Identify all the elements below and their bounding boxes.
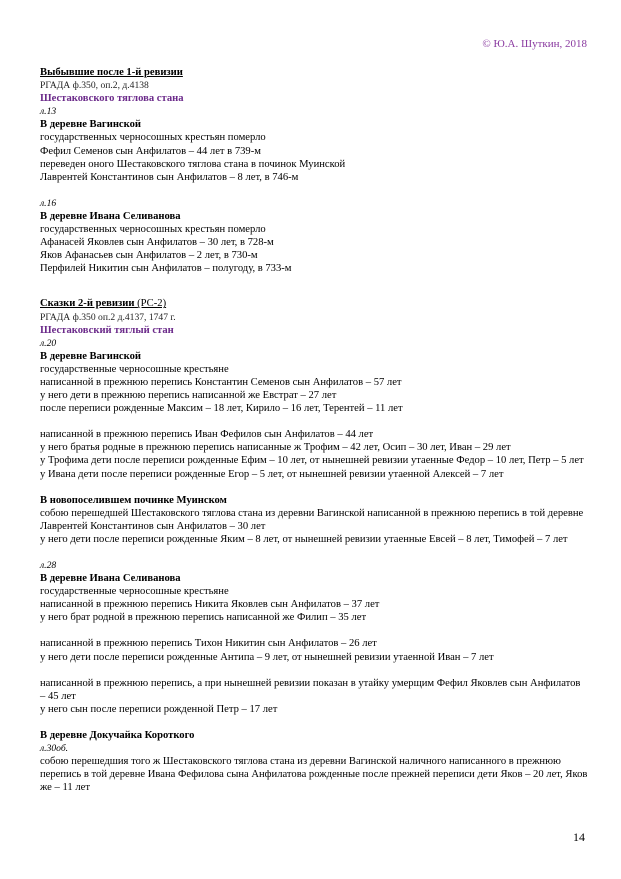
record-line: собою перешедшия того ж Шестаковского тяглова стана из деревни Вагинской наличного написанного в прежнюю перепись в той деревне Ивана Фефилова сына Анфилатова рожденные после прежней переписи дети Яков – 20 лет, Яков же – 11 лет xyxy=(40,756,588,794)
document-body xyxy=(40,66,588,794)
record-line: у Трофима дети после переписи рожденные Ефим – 10 лет, от нынешней ревизии утаенные Федор – 10 лет, Петр – 5 лет xyxy=(40,455,584,467)
record-line: у него дети после переписи рожденные Антипа – 9 лет, от нынешней ревизии утаенной Иван – 7 лет xyxy=(40,651,494,663)
record-line: Перфилей Никитин сын Анфилатов – полугоду, в 733-м xyxy=(40,263,292,275)
record-line: написанной в прежнюю перепись Иван Фефилов сын Анфилатов – 44 лет xyxy=(40,429,374,441)
record-line: у него дети после переписи рожденные Яким – 8 лет, от нынешней ревизии утаенные Евсей – 8 лет, Тимофей – 7 лет xyxy=(40,533,568,545)
page-number: 14 xyxy=(573,830,585,844)
record-line: написанной в прежнюю перепись Константин Семенов сын Анфилатов – 57 лет xyxy=(40,376,402,388)
record-line: переведен оного Шестаковского тяглова стана в починок Муинской xyxy=(40,158,346,170)
archive-reference: РГАДА ф.350 оп.2 д.4137, 1747 г. xyxy=(40,311,176,323)
record-line: собою перешедшей Шестаковского тяглова стана из деревни Вагинской написанной в прежнюю перепись в той деревне Лаврентей Константинов сын Анфилатов – 30 лет xyxy=(40,507,584,532)
section-heading-1: Выбывшие после 1-й ревизии xyxy=(40,67,183,78)
village-name: В новопоселившем починке Муинском xyxy=(40,494,227,506)
record-line: государственные черносошные крестьяне xyxy=(40,363,229,375)
folio-ref: л.30об. xyxy=(40,743,69,755)
record-line: государственных черносошных крестьян померло xyxy=(40,224,266,236)
record-line: у Ивана дети после переписи рожденные Егор – 5 лет, от нынешней ревизии утаенной Алексей – 7 лет xyxy=(40,468,504,480)
section-heading-suffix: (РС-2) xyxy=(137,298,167,310)
record-line: после переписи рожденные Максим – 18 лет, Кирило – 16 лет, Терентей – 11 лет xyxy=(40,403,403,415)
stan-title: Шестаковский тяглый стан xyxy=(40,324,174,336)
record-line: Лаврентей Константинов сын Анфилатов – 8 лет, в 746-м xyxy=(40,171,299,183)
record-line: у него брат родной в прежнюю перепись написанной же Филип – 35 лет xyxy=(40,612,367,624)
record-line: у него дети в прежнюю перепись написанной же Евстрат – 27 лет xyxy=(40,390,337,402)
folio-ref: л.16 xyxy=(40,197,57,209)
record-line: написанной в прежнюю перепись, а при нынешней ревизии показан в утайку умерщим Фефил Яковлев сын Анфилатов – 45 лет xyxy=(40,677,581,702)
record-line: Афанасей Яковлев сын Анфилатов – 30 лет, в 728-м xyxy=(40,237,274,249)
stan-title: Шестаковского тяглова стана xyxy=(40,93,184,105)
record-line: Яков Афанасьев сын Анфилатов – 2 лет, в 730-м xyxy=(40,250,258,262)
record-line: государственных черносошных крестьян померло xyxy=(40,132,266,144)
record-line: у него сын после переписи рожденной Петр – 17 лет xyxy=(40,703,278,715)
archive-reference: РГАДА ф.350, оп.2, д.4138 xyxy=(40,80,149,92)
village-name: В деревне Вагинской xyxy=(40,119,141,131)
folio-ref: л.28 xyxy=(40,560,57,571)
folio-ref: л.13 xyxy=(40,106,57,118)
section-heading-text: Сказки 2-й ревизии xyxy=(40,298,135,310)
record-line: Фефил Семенов сын Анфилатов – 44 лет в 739-м xyxy=(40,145,261,157)
folio-ref: л.20 xyxy=(40,337,57,349)
village-name: В деревне Ивана Селиванова xyxy=(40,210,181,222)
record-line: государственные черносошные крестьяне xyxy=(40,586,229,598)
record-line: у него братья родные в прежнюю перепись написанные ж Трофим – 42 лет, Осип – 30 лет, Иван – 29 лет xyxy=(40,442,511,454)
record-line: написанной в прежнюю перепись Никита Яковлев сын Анфилатов – 37 лет xyxy=(40,599,380,611)
village-name: В деревне Вагинской xyxy=(40,350,141,362)
village-name: В деревне Ивана Селиванова xyxy=(40,573,181,585)
village-name: В деревне Докучайка Короткого xyxy=(40,729,195,741)
record-line: написанной в прежнюю перепись Тихон Никитин сын Анфилатов – 26 лет xyxy=(40,638,377,650)
copyright-notice: © Ю.А. Шуткин, 2018 xyxy=(482,38,587,50)
section-heading-2 xyxy=(40,297,588,310)
